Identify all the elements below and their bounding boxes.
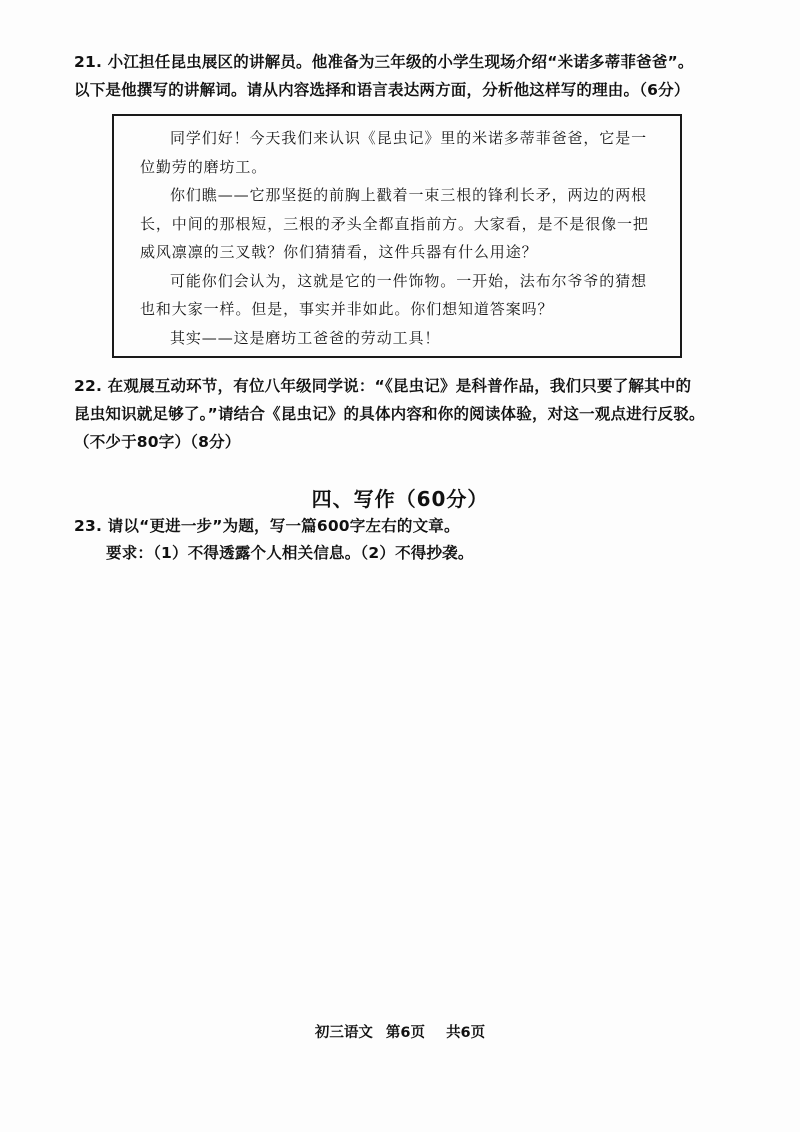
speech-p3-line-2: 也和大家一样。但是，事实并非如此。你们想知道答案吗？ [140,300,554,318]
q21-prompt-line-2: 以下是他撰写的讲解词。请从内容选择和语言表达两方面，分析他这样写的理由。（6分） [74,81,690,99]
speech-p3-line-1: 可能你们会认为，这就是它的一件饰物。一开始，法布尔爷爷的猜想 [170,272,648,290]
speech-p2-line-2: 长，中间的那根短，三根的矛头全都直指前方。大家看，是不是很像一把 [140,215,649,233]
q23-requirements: 要求：（1）不得透露个人相关信息。（2）不得抄袭。 [106,544,474,562]
speech-p4-line-1: 其实——这是磨坊工爸爸的劳动工具！ [170,329,441,347]
q21-prompt-line-1: 21. 小江担任昆虫展区的讲解员。他准备为三年级的小学生现场介绍“米诺多蒂菲爸爸”。 [74,53,694,71]
footer-page-number: 第6页 [385,1025,425,1041]
q23-suffix: 为题，写一篇600字左右的文章。 [222,517,460,535]
speech-p2-line-3: 威风凛凛的三叉戟？你们猜猜看，这件兵器有什么用途？ [140,243,538,261]
speech-p2-line-1: 你们瞧——它那坚挺的前胸上戳着一束三根的锋利长矛，两边的两根 [170,186,648,204]
q22-prompt-line-2: 昆虫知识就足够了。”请结合《昆虫记》的具体内容和你的阅读体验，对这一观点进行反驳。 [74,405,705,423]
q22-prompt-line-3: （不少于80字）（8分） [74,433,241,451]
speech-box [112,114,682,358]
q23-prefix: 23. 请以 [74,517,140,535]
speech-p1-line-1: 同学们好！今天我们来认识《昆虫记》里的米诺多蒂菲爸爸，它是一 [170,129,648,147]
q23-topic: “更进一步” [139,517,223,535]
page-footer [0,1021,800,1042]
footer-total-pages: 共6页 [446,1025,486,1041]
section-title: 四、写作（60分） [311,487,489,511]
q22-prompt-line-1: 22. 在观展互动环节，有位八年级同学说：“《昆虫记》是科普作品，我们只要了解其中的 [74,377,692,395]
footer-subject: 初三语文 [314,1025,373,1041]
q23-prompt [74,516,460,536]
speech-p1-line-2: 位勤劳的磨坊工。 [140,158,268,176]
